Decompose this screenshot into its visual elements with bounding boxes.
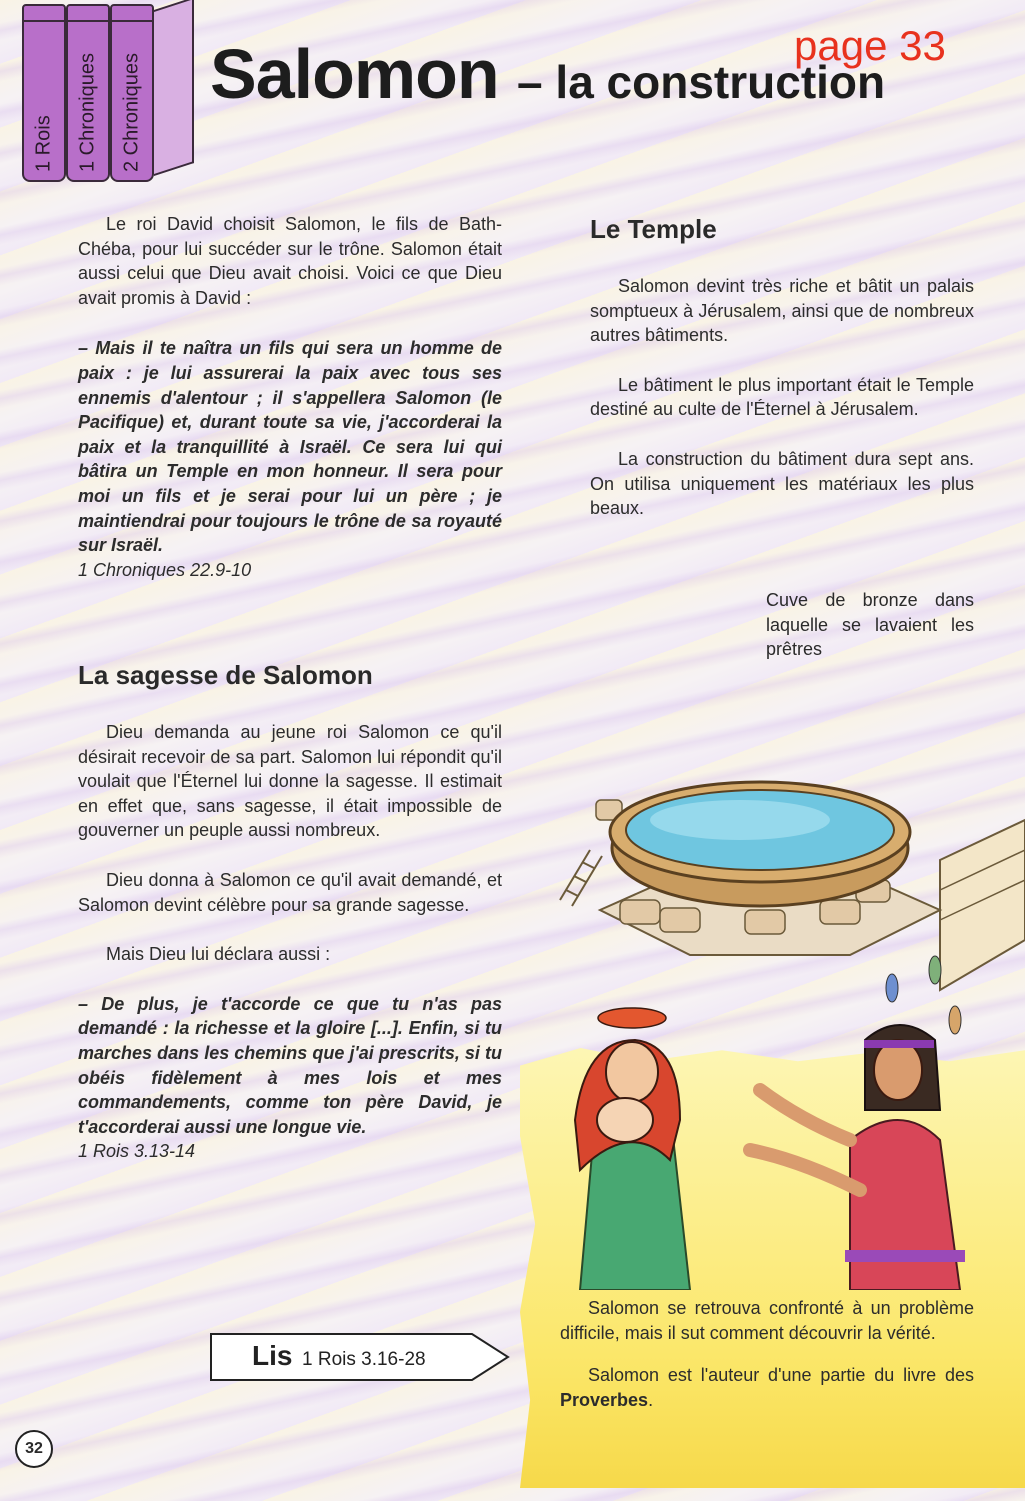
intro-paragraph: Le roi David choisit Salomon, le fils de Bath-Chéba, pour lui succéder sur le trône. Salomon était aussi celui que Dieu avait choisi. Voici ce que Dieu avait promis à David : — [78, 214, 502, 308]
page-label: page 33 — [794, 22, 946, 69]
page-title — [210, 34, 885, 114]
reference-rois: 1 Rois 3.13-14 — [78, 1141, 196, 1162]
book-label: 1 Rois — [32, 115, 55, 172]
book-1-chroniques — [66, 4, 110, 182]
temple-paragraph-3: La construction du bâtiment dura sept ans. On utilisa uniquement les matériaux les plus beaux. — [590, 448, 974, 519]
sagesse-paragraph-1: Dieu demanda au jeune roi Salomon ce qu'il désirait recevoir de sa part. Salomon lui répondit qu'il voulait que l'Éternel lui donne la sagesse. Il estimait en effet que, sans sagesse, il était impossible de gouverner un peuple aussi nombreux. — [78, 722, 502, 841]
book-label: 2 Chroniques — [120, 53, 143, 172]
lis-reference: 1 Rois 3.16-28 — [302, 1349, 426, 1370]
heading-temple: Le Temple — [590, 214, 717, 244]
quote-dieu: – De plus, je t'accorde ce que tu n'as pas demandé : la richesse et la gloire [...]. Enfin, si tu marches dans les chemins que j'ai prescrits, si tu obéis fidèlement à mes lois et mes commandements, comme ton père David, je t'accorderai aussi une longue vie. — [78, 993, 502, 1137]
judgment-scene-illustration — [520, 1000, 1025, 1290]
heading-sagesse: La sagesse de Salomon — [78, 660, 373, 690]
scene-paragraph-1: Salomon se retrouva confronté à un problème difficile, mais il sut comment découvrir la vérité. — [560, 1298, 974, 1343]
sagesse-paragraph-3: Mais Dieu lui déclara aussi : — [106, 944, 331, 965]
book-2-chroniques — [110, 4, 154, 182]
sagesse-section — [78, 720, 502, 1164]
sagesse-paragraph-2: Dieu donna à Salomon ce qu'il avait demandé, et Salomon devint célèbre pour sa grande sagesse. — [78, 869, 502, 915]
book-edge — [154, 0, 194, 176]
proverbes-label: Proverbes — [560, 1389, 649, 1410]
cuve-caption: Cuve de bronze dans laquelle se lavaient les prêtres — [766, 590, 974, 660]
lis-label: Lis — [252, 1340, 293, 1371]
book-1-rois — [22, 4, 66, 182]
title-main: Salomon — [210, 35, 499, 113]
temple-section — [590, 274, 974, 521]
scene-paragraph-2-end: . — [648, 1389, 654, 1410]
scene-paragraph-2 — [560, 1363, 974, 1412]
intro-section — [78, 212, 502, 582]
scene-paragraph-2-text: Salomon est l'auteur d'une partie du livre des — [588, 1365, 974, 1386]
temple-paragraph-1: Salomon devint très riche et bâtit un palais somptueux à Jérusalem, ainsi que de nombreux autres bâtiments. — [590, 276, 974, 346]
scene-text — [560, 1296, 974, 1412]
books-illustration — [22, 4, 212, 190]
reference-chroniques: 1 Chroniques 22.9-10 — [78, 559, 252, 580]
page-number: 32 — [15, 1430, 53, 1468]
read-reference-arrow — [210, 1332, 510, 1382]
book-label: 1 Chroniques — [76, 53, 99, 172]
temple-paragraph-2: Le bâtiment le plus important était le Temple destiné au culte de l'Éternel à Jérusalem. — [590, 374, 974, 420]
title-sub: – la construction — [517, 56, 886, 108]
quote-david: – Mais il te naîtra un fils qui sera un homme de paix : je lui assurerai la paix avec tous ses ennemis d'alentour ; il s'appellera Salomon (le Pacifique) et, durant toute sa vie, j'accorderai la paix et la tranquillité à Israël. Ce sera lui qui bâtira un Temple en mon honneur. Il sera pour moi un fils et je serai pour lui un père ; je maintiendrai pour toujours le trône de sa royauté sur Israël. — [78, 338, 502, 556]
